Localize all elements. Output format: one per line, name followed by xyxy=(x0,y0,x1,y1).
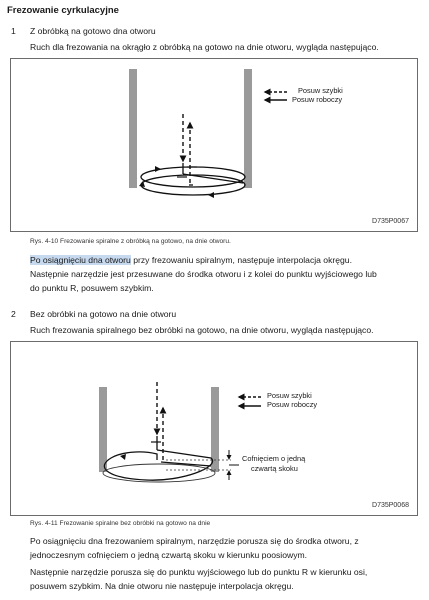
paragraph-2 xyxy=(30,534,419,562)
paragraph-2-line-1: Po osiągnięciu dna frezowaniem spiralnym, narzędzie porusza się do środka otworu, z xyxy=(30,536,359,546)
section-2-intro: Ruch frezowania spiralnego bez obróbki na gotowo, na dnie otworu, wygląda następująco. xyxy=(30,325,374,335)
figure-2-code: D735P0068 xyxy=(372,502,409,509)
section-1-heading: Z obróbką na gotowo dna otworu xyxy=(30,26,156,36)
figure-2-retract-label-2: czwartą skoku xyxy=(251,464,298,473)
section-1-number: 1 xyxy=(11,26,16,36)
paragraph-1 xyxy=(30,253,419,295)
section-2-number: 2 xyxy=(11,309,16,319)
figure-2 xyxy=(10,341,418,516)
bore-wall-left xyxy=(129,69,137,188)
figure-2-legend-feed: Posuw roboczy xyxy=(267,400,318,409)
bore-wall-left xyxy=(99,387,107,472)
paragraph-3 xyxy=(30,565,419,593)
helix-arrow-1 xyxy=(120,454,126,460)
figure-1-diagram xyxy=(11,59,419,233)
figure-2-caption: Rys. 4-11 Frezowanie spiralne bez obróbki na gotowo na dnie xyxy=(30,520,211,527)
figure-2-legend-rapid: Posuw szybki xyxy=(267,391,312,400)
figure-2-retract-label-1: Cofnięciem o jedną xyxy=(242,454,306,463)
paragraph-2-line-2: jednoczesnym cofnięciem o jedną czwartą skoku w kierunku poosiowym. xyxy=(30,550,308,560)
section-1-intro: Ruch dla frezowania na okrągło z obróbką na gotowo na dnie otworu, wygląda następująco. xyxy=(30,42,379,52)
paragraph-1-line-2: Następnie narzędzie jest przesuwane do środka otworu i z kolei do punktu wyjściowego lub xyxy=(30,269,377,279)
helix-arrow-2 xyxy=(208,192,214,198)
helix-arrow-1 xyxy=(155,166,161,172)
figure-1 xyxy=(10,58,418,232)
page-title: Frezowanie cyrkulacyjne xyxy=(7,5,119,16)
paragraph-3-line-2: posuwem szybkim. Na dnie otworu nie następuje interpolacja okręgu. xyxy=(30,581,294,591)
figure-1-caption: Rys. 4-10 Frezowanie spiralne z obróbką na gotowo, na dnie otworu. xyxy=(30,238,231,245)
figure-2-diagram xyxy=(11,342,419,517)
figure-1-legend-feed: Posuw roboczy xyxy=(292,95,343,104)
paragraph-1-line-1: Po osiągnięciu dna otworu przy frezowaniu spiralnym, następuje interpolacja okręgu. xyxy=(30,255,352,265)
figure-1-legend-rapid: Posuw szybki xyxy=(298,86,343,95)
paragraph-1-line-3: do punktu R, posuwem szybkim. xyxy=(30,283,154,293)
bore-wall-right xyxy=(244,69,252,188)
paragraph-3-line-1: Następnie narzędzie porusza się do punktu wyjściowego lub do punktu R w kierunku osi, xyxy=(30,567,368,577)
figure-1-code: D735P0067 xyxy=(372,218,409,225)
section-2-heading: Bez obróbki na gotowo na dnie otworu xyxy=(30,309,177,319)
bottom-ellipse xyxy=(103,464,215,482)
highlighted-text: Po osiągnięciu dna otworu xyxy=(30,255,131,265)
